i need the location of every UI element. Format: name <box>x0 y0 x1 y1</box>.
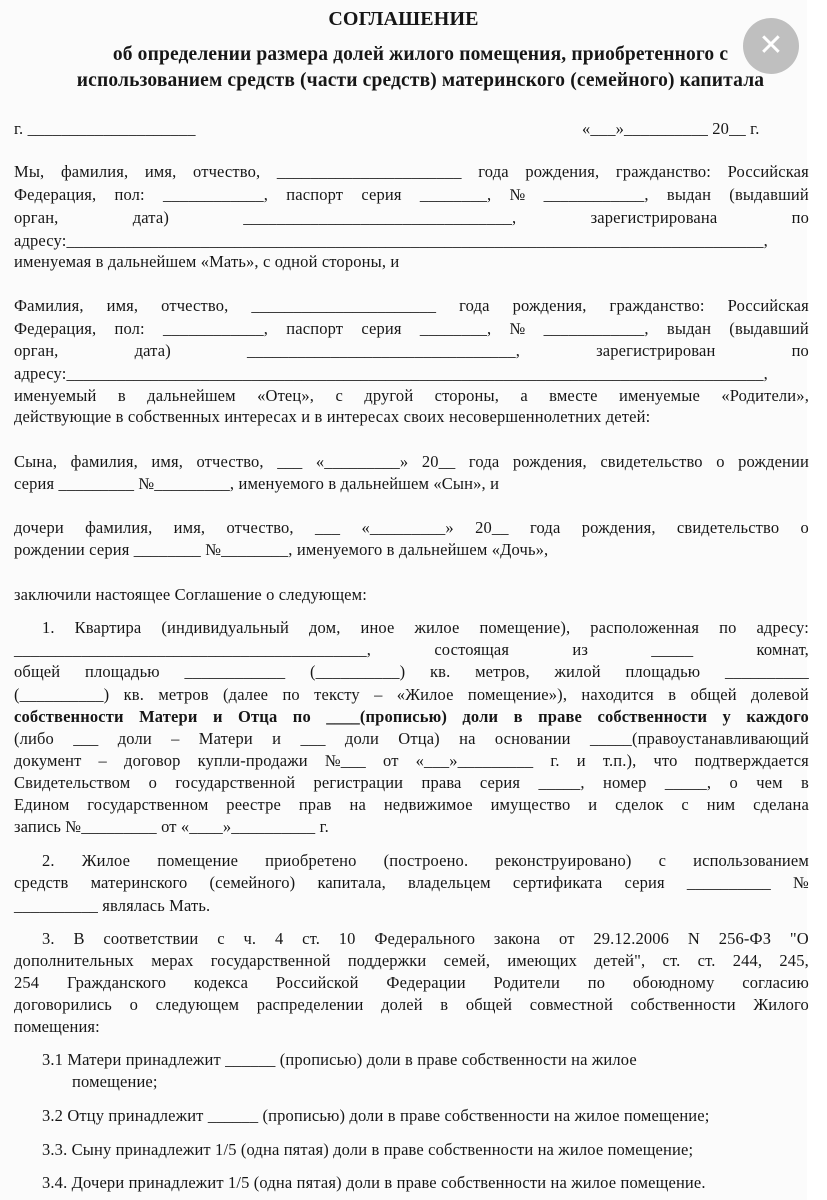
father-line: адресу:___________________________________________________________________________________, <box>14 364 768 383</box>
place-field: г. ____________________ <box>14 119 196 138</box>
mother-line: адресу:___________________________________________________________________________________, <box>14 231 768 250</box>
mother-line: Мы, фамилия, имя, отчество, ______________________ года рождения, гражданство: Российская <box>14 162 809 181</box>
son-line: серия _________ №_________, именуемого в дальнейшем «Сын», и <box>14 474 500 493</box>
clause-1-line: (__________) кв. метров (далее по тексту – «Жилое помещение»), находится в общей долевой <box>14 685 809 704</box>
close-button[interactable] <box>743 18 799 74</box>
document-subtitle-line-1: об определении размера долей жилого помещения, приобретенного с <box>112 44 729 65</box>
father-line: именуемый в дальнейшем «Отец», с другой стороны, а вместе именуемые «Родители», <box>14 386 809 405</box>
clause-2-line: 2. Жилое помещение приобретено (построено. реконструировано) с использованием <box>42 851 809 870</box>
sub-clause-3-3: 3.3. Сыну принадлежит 1/5 (одна пятая) доли в праве собственности на жилое помещение; <box>42 1140 694 1159</box>
mother-line: именуемая в дальнейшем «Мать», с одной стороны, и <box>14 252 400 271</box>
date-field: «___»__________ 20__ г. <box>582 119 760 138</box>
clause-3-line: помещения: <box>14 1017 100 1036</box>
clause-1-line: собственности Матери и Отца по ____(прописью) доли в праве собственности у каждого <box>14 707 809 726</box>
mother-line: Федерация, пол: ____________, паспорт серия ________, № ____________, выдан (выдавший <box>14 185 809 204</box>
sub-clause-3-4: 3.4. Дочери принадлежит 1/5 (одна пятая) доли в праве собственности на жилое помещение. <box>42 1173 706 1192</box>
clause-1-line: __________________________________________, состоящая из _____ комнат, <box>14 640 809 659</box>
clause-1-line: документ – договор купли-продажи №___ от «___»_________ г. и т.п.), что подтверждается <box>14 751 809 770</box>
clause-1-line: Едином государственном реестре прав на недвижимое имущество и сделок с ним сделана <box>14 795 809 814</box>
son-line: Сына, фамилия, имя, отчество, ___ «_________» 20__ года рождения, свидетельство о рождении <box>14 452 809 471</box>
father-line: орган, дата) ________________________________, зарегистрирован по <box>14 341 809 360</box>
mother-line: орган, дата) ________________________________, зарегистрирована по <box>14 208 809 227</box>
clause-3-line: дополнительных мерах государственной поддержки семей, имеющих детей", ст. ст. 244, 245, <box>14 951 809 970</box>
clause-3-line: договорились о следующем распределении долей в общей совместной собственности Жилого <box>14 995 809 1014</box>
sub-clause-3-2: 3.2 Отцу принадлежит ______ (прописью) доли в праве собственности на жилое помещение; <box>42 1106 710 1125</box>
father-line: Федерация, пол: ____________, паспорт серия ________, № ____________, выдан (выдавший <box>14 319 809 338</box>
father-line: Фамилия, имя, отчество, ______________________ года рождения, гражданство: Российская <box>14 296 809 315</box>
clause-1-line: общей площадью ____________ (__________) кв. метров, жилой площадью __________ <box>14 662 809 681</box>
clause-1-line: (либо ___ доли – Матери и ___ доли Отца) на основании _____(правоустанавливающий <box>14 729 809 748</box>
clause-3-line: 3. В соответствии с ч. 4 ст. 10 Федерального закона от 29.12.2006 N 256-ФЗ "О <box>42 929 809 948</box>
father-line: действующие в собственных интересах и в интересах своих несовершеннолетних детей: <box>14 407 651 426</box>
clause-3-line: 254 Гражданского кодекса Российской Федерации Родители по обоюдному согласию <box>14 973 809 992</box>
daughter-line: рождении серия ________ №________, именуемого в дальнейшем «Дочь», <box>14 540 549 559</box>
clause-1-line: Свидетельством о государственной регистрации права серия _____, номер _____, о чем в <box>14 773 809 792</box>
clause-2-line: __________ являлась Мать. <box>14 896 211 915</box>
daughter-line: дочери фамилия, имя, отчество, ___ «_________» 20__ года рождения, свидетельство о <box>14 518 809 537</box>
document-title: СОГЛАШЕНИЕ <box>328 8 479 30</box>
document-subtitle-line-2: использованием средств (части средств) материнского (семейного) капитала <box>76 70 765 91</box>
close-icon: ✕ <box>758 28 784 63</box>
clause-1-line: 1. Квартира (индивидуальный дом, иное жилое помещение), расположенная по адресу: <box>42 618 809 637</box>
sub-clause-3-1: 3.1 Матери принадлежит ______ (прописью) доли в праве собственности на жилое <box>42 1050 637 1069</box>
agreement-intro: заключили настоящее Соглашение о следующем: <box>14 585 367 604</box>
clause-2-line: средств материнского (семейного) капитала, владельцем сертификата серия __________ № <box>14 873 809 892</box>
clause-1-line: запись №_________ от «____»__________ г. <box>14 817 329 836</box>
sub-clause-3-1-continued: помещение; <box>72 1072 158 1091</box>
